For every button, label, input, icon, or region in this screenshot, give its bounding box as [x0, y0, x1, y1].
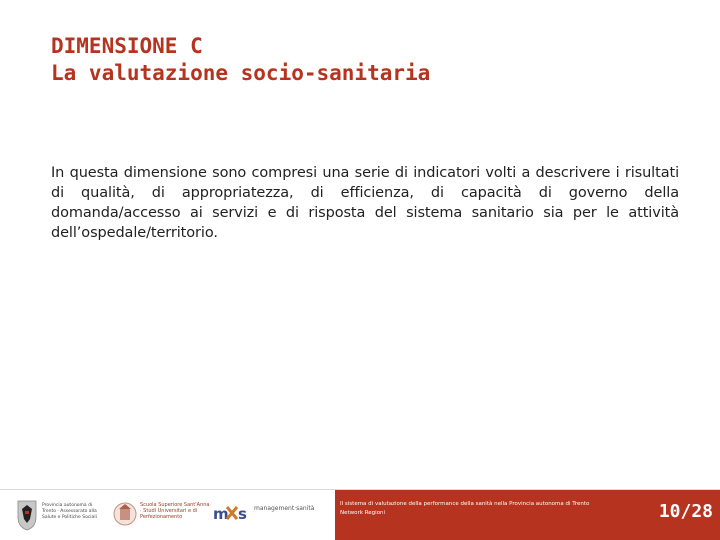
body-text-part: e di risposta del sistema sanitario sia per le attività dell’ospedale/territorio.	[51, 205, 679, 241]
body-text-part: , di	[130, 185, 182, 201]
body-text-part: In questa dimensione sono compresi una serie di indicatori volti a descrivere i risultati di	[51, 165, 679, 201]
body-text-part: , di capacità di	[409, 185, 569, 201]
sant-anna-logo-text: Scuola Superiore Sant'Anna · Studi Universitari e di Perfezionamento	[140, 502, 210, 520]
mes-logo	[213, 501, 253, 525]
title-line-2: La valutazione socio-sanitaria	[51, 61, 431, 85]
body-paragraph	[51, 163, 679, 243]
mes-logo-text: management·sanità	[254, 505, 315, 512]
footer-logos	[0, 490, 335, 540]
footer-caption-line-2: Network Regioni	[340, 510, 386, 516]
trentino-logo-text: Provincia autonoma di Trento · Assessorato alla Salute e Politiche Sociali	[42, 503, 97, 520]
footer-caption	[340, 500, 640, 518]
slide-title	[51, 33, 691, 87]
keyword-efficiency: efficienza	[340, 185, 410, 201]
keyword-appropriateness: appropriatezza	[181, 185, 290, 201]
trentino-coat-of-arms-logo	[16, 499, 38, 531]
svg-text:s: s	[238, 505, 247, 523]
svg-text:m: m	[213, 505, 229, 523]
page-number: 10/28	[658, 501, 713, 522]
body-text-part: , di	[289, 185, 341, 201]
keyword-quality: qualità	[81, 185, 131, 201]
keyword-demand-governance: governo della domanda/accesso ai servizi	[51, 185, 679, 221]
title-line-1: DIMENSIONE C	[51, 34, 203, 58]
sant-anna-school-logo	[113, 499, 137, 529]
footer-caption-line-1: Il sistema di valutazione della performance della sanità nella Provincia autonoma di Trento	[340, 501, 590, 507]
